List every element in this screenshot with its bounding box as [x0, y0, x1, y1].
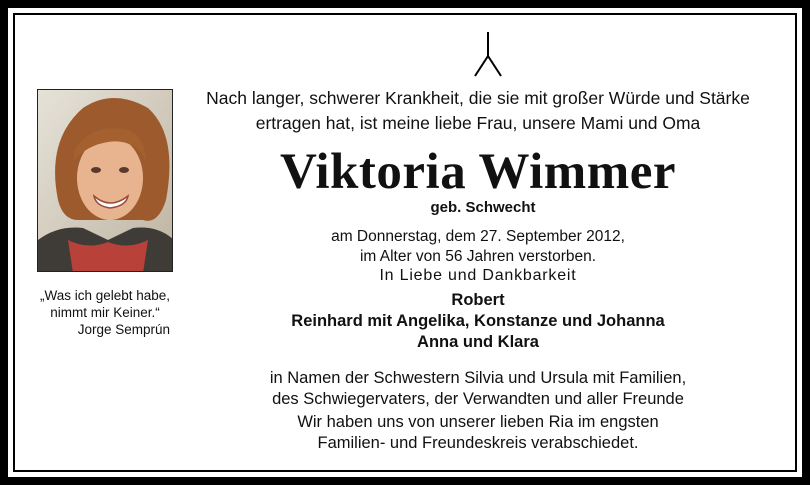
quote — [20, 287, 190, 338]
farewell-line: Familien- und Freundeskreis verabschiedet. — [317, 434, 639, 452]
intro-line: Nach langer, schwerer Krankheit, die sie mit großer Würde und Stärke — [206, 88, 750, 108]
mourner-name: Reinhard mit Angelika, Konstanze und Johanna — [291, 312, 665, 330]
death-line: im Alter von 56 Jahren verstorben. — [359, 248, 597, 265]
thanks-line: In Liebe und Dankbarkeit — [379, 267, 577, 284]
mourner-name: Anna und Klara — [417, 333, 539, 351]
quote-line: „Was ich gelebt habe, — [39, 288, 171, 303]
intro-line: ertragen hat, ist meine liebe Frau, unsere Mami und Oma — [255, 113, 701, 133]
deceased-name: Viktoria Wimmer — [279, 144, 677, 200]
birth-name — [180, 199, 776, 216]
death-date — [180, 227, 776, 267]
portrait-photo — [37, 89, 173, 272]
birth-name-text: geb. Schwecht — [430, 199, 536, 216]
farewell-note — [180, 412, 776, 454]
farewell-line: Wir haben uns von unserer lieben Ria im engsten — [297, 413, 659, 431]
mourners-list — [180, 290, 776, 353]
death-rune-icon — [472, 30, 504, 78]
mourner-name: Robert — [451, 291, 505, 309]
quote-author: Jorge Semprún — [77, 322, 170, 337]
extended-family — [180, 368, 776, 410]
intro-text — [180, 86, 776, 136]
family-line: in Namen der Schwestern Silvia und Ursula mit Familien, — [269, 369, 687, 387]
quote-line: nimmt mir Keiner.“ — [50, 305, 160, 320]
death-line: am Donnerstag, dem 27. September 2012, — [331, 228, 625, 245]
family-line: des Schwiegervaters, der Verwandten und aller Freunde — [272, 390, 684, 408]
